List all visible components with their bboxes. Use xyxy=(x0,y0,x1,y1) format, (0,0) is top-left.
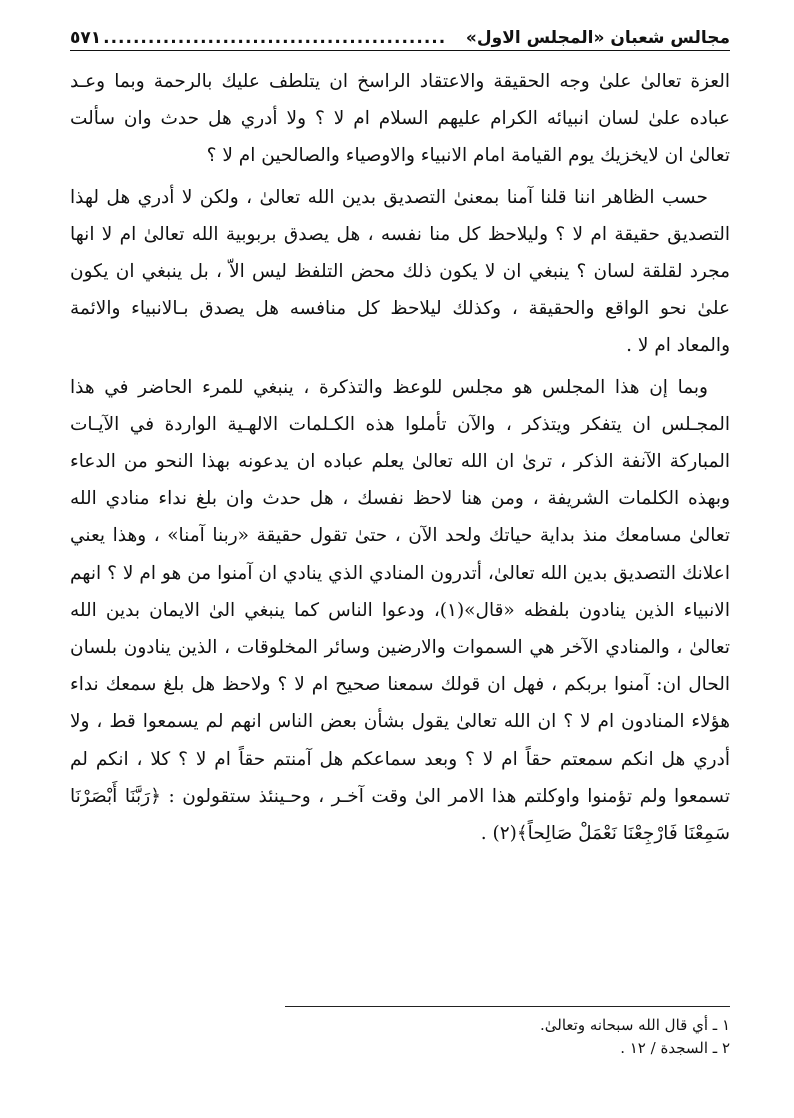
paragraph-3: وبما إن هذا المجلس هو مجلس للوعظ والتذكرة ، ينبغي للمرء الحاضر في هذا المجـلس ان يتفكر ويتذكر ، والآن تأملوا هذه الكـلمات الالهـية الواردة في الآيـات المباركة الآنفة الذكر ، ترىٰ ان الله تعالىٰ يعلم عباده ان يدعونه بهذا النحو من الدعاء وبهذه الكلمات الشريفة ، ومن هنا لاحظ نفسك ، هل حدث وان بلغ نداء منادي الله تعالىٰ مسامعك منذ بداية حياتك ولحد الآن ، حتىٰ تقول حقيقة «ربنا آمنا» ، وهذا يعني اعلانك التصديق بدين الله تعالىٰ، أتدرون المنادي الذي ينادي ان آمنوا من هو ام لا ؟ انهم الانبياء الذين ينادون بلفظه «قال»(١)، ودعوا الناس كما ينبغي الىٰ الايمان بدين الله تعالىٰ ، والمنادي الآخر هي السموات والارضين وسائر المخلوقات ، الذين ينادون بلسان الحال ان: آمنوا بربكم ، فهل ان قولك سمعنا صحيح ام لا ؟ ولاحظ هل بلغ سمعك نداء هؤلاء المنادون ام لا ؟ ان الله تعالىٰ يقول بشأن بعض الناس انهم لم يسمعوا قط ، ولا أدري هل انكم سمعتم حقاً ام لا ؟ وبعد سماعكم هل آمنتم حقاً ام لا ؟ كلا ، انكم لم تسمعوا ولم تؤمنوا واوكلتم هذا الامر الىٰ وقت آخـر ، وحـينئذ ستقولون : ﴿رَبَّنَا أَبْصَرْنَا سَمِعْنَا فَارْجِعْنَا نَعْمَلْ صَالِحاً﴾(٢) . xyxy=(70,376,730,845)
running-title: مجالس شعبان «المجلس الاول» xyxy=(465,28,730,48)
paragraph-1: العزة تعالىٰ علىٰ وجه الحقيقة والاعتقاد الراسخ ان يتلطف عليك بالرحمة وبما وعـد عباده علىٰ لسان انبيائه الكرام عليهم السلام ام لا ؟ ولا أدري هل حدث وان سألت تعالىٰ ان لايخزيك يوم القيامة امام الانبياء والاوصياء والصالحين ام لا ؟ xyxy=(70,71,730,167)
footnotes xyxy=(285,1014,730,1060)
running-header xyxy=(70,28,730,51)
leader-dots: .............................................. xyxy=(103,28,447,48)
footnote-1: ١ ـ أي قال الله سبحانه وتعالىٰ. xyxy=(540,1016,730,1034)
footnote-divider xyxy=(285,1006,730,1007)
page-number: ٥٧١ xyxy=(70,28,102,48)
footnote-2: ٢ ـ السجدة / ١٢ . xyxy=(620,1039,730,1057)
paragraph-2: حسب الظاهر اننا قلنا آمنا بمعنىٰ التصديق بدين الله تعالىٰ ، ولكن لا أدري هل لهذا التصديق حقيقة ام لا ؟ وليلاحظ كل منا نفسه ، هل يصدق بربوبية الله تعالىٰ ام لا انها مجرد لقلقة لسان ؟ ينبغي ان لا يكون ذلك محض التلفظ ليس الاّ ، بل ينبغي ان يكون علىٰ نحو الواقع والحقيقة ، وكذلك ليلاحظ كل منافسه هل يصدق بـالانبياء والائمة والمعاد ام لا . xyxy=(70,186,730,357)
book-page xyxy=(70,28,730,852)
page-body xyxy=(70,63,730,852)
